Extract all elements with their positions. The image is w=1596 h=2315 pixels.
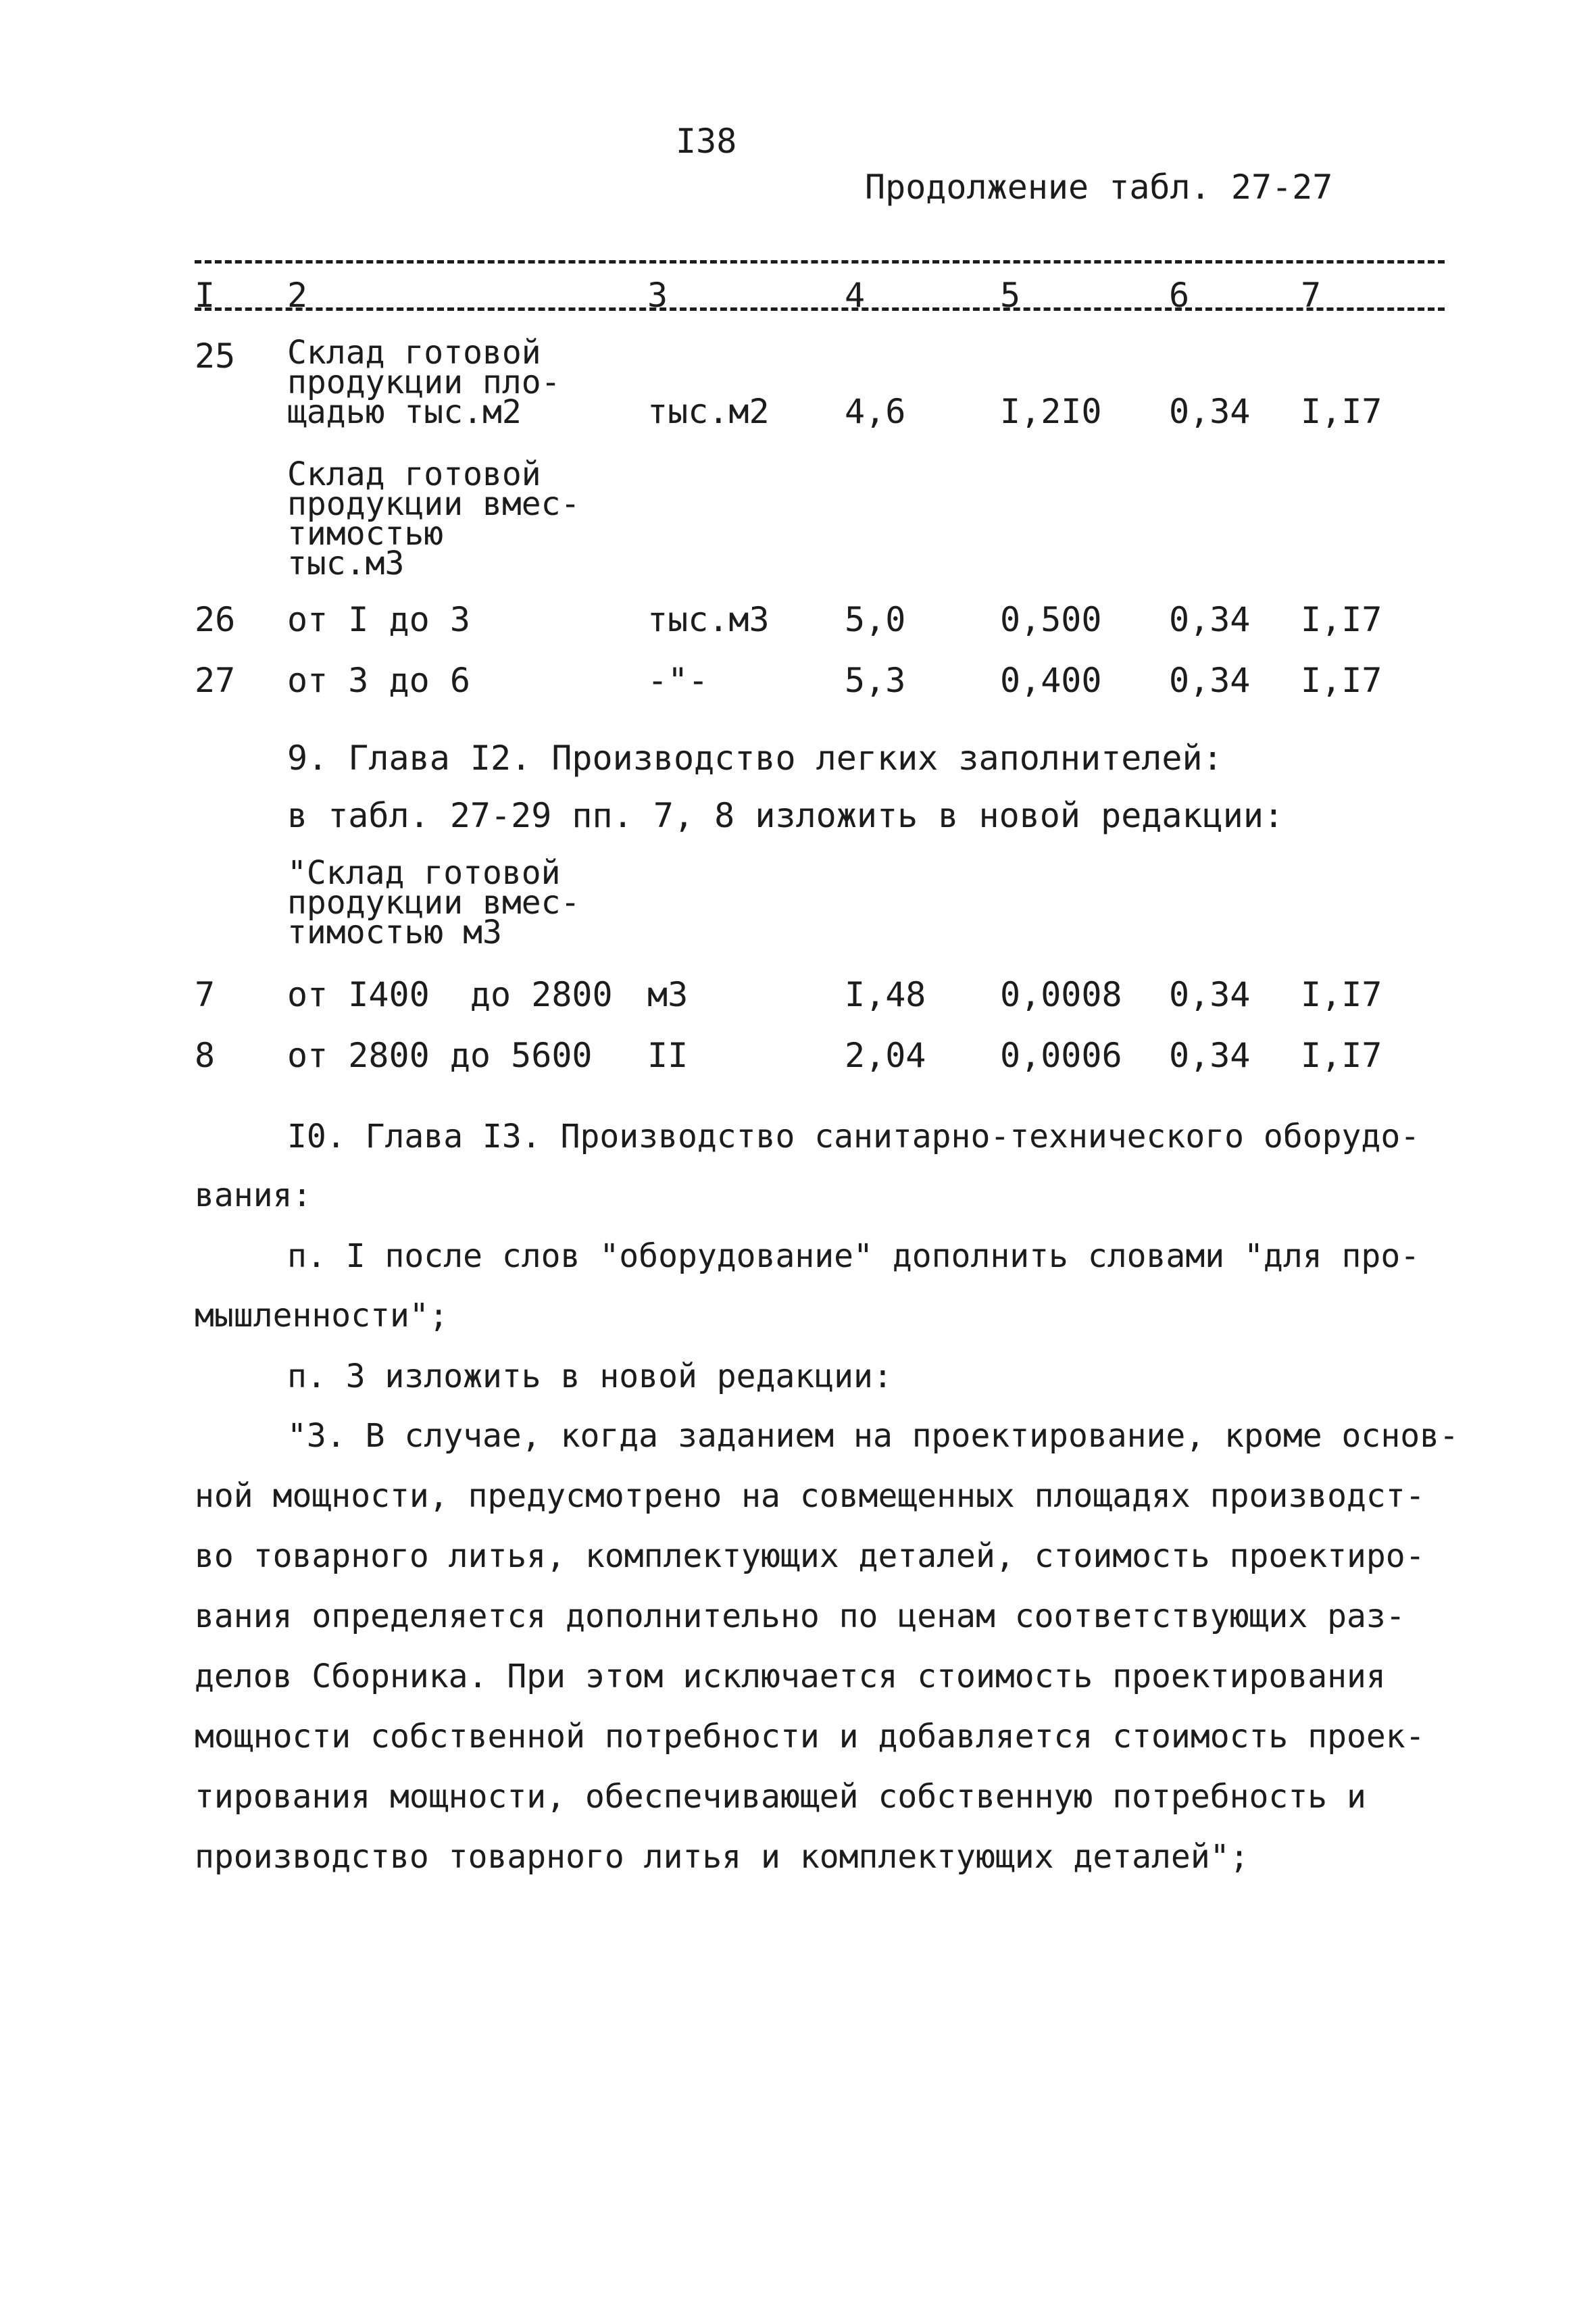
paragraph-1-line1: п. I после слов "оборудование" дополнить словами "для про-	[287, 1237, 1420, 1275]
row-7-name: от I400 до 2800	[287, 975, 613, 1014]
row-7-col6: 0,34	[1169, 975, 1251, 1014]
section-9-group-heading: "Склад готовой продукции вмес- тимостью м3	[287, 854, 580, 951]
quote-line-6: мощности собственной потребности и добавляется стоимость проек-	[195, 1718, 1425, 1756]
row-26-col4: 5,0	[845, 600, 906, 639]
row-25-number: 25	[195, 337, 236, 376]
row-7-col7: I,I7	[1301, 975, 1382, 1014]
quote-line-8: производство товарного литья и комплектующих деталей";	[195, 1838, 1249, 1876]
row-8-col6: 0,34	[1169, 1036, 1251, 1075]
column-header-7: 7	[1301, 276, 1322, 315]
row-27-col4: 5,3	[845, 661, 906, 700]
row-8-number: 8	[195, 1036, 216, 1075]
row-7-unit: м3	[647, 975, 689, 1014]
column-header-5: 5	[1000, 276, 1021, 315]
group-heading-capacity: Склад готовой продукции вмес- тимостью тыс.м3	[287, 455, 580, 582]
row-7-number: 7	[195, 975, 216, 1014]
section-10-heading-line2: вания:	[195, 1176, 312, 1214]
quote-line-3: во товарного литья, комплектующих деталей, стоимость проектиро-	[195, 1537, 1425, 1575]
column-header-2: 2	[287, 276, 308, 315]
row-27-name: от 3 до 6	[287, 661, 470, 700]
table-top-rule	[195, 260, 1445, 264]
section-10-heading-line1: I0. Глава I3. Производство санитарно-технического оборудо-	[287, 1118, 1420, 1155]
column-header-4: 4	[845, 276, 866, 315]
row-25-col7: I,I7	[1301, 392, 1382, 431]
row-7-col5: 0,0008	[1000, 975, 1122, 1014]
quote-line-5: делов Сборника. При этом исключается стоимость проектирования	[195, 1658, 1386, 1695]
quote-line-1: "3. В случае, когда заданием на проектирование, кроме основ-	[287, 1417, 1459, 1455]
page-number: I38	[676, 122, 737, 161]
row-25-col6: 0,34	[1169, 392, 1251, 431]
row-8-col5: 0,0006	[1000, 1036, 1122, 1075]
row-26-col7: I,I7	[1301, 600, 1382, 639]
row-8-name: от 2800 до 5600	[287, 1036, 593, 1075]
table-header-rule	[195, 307, 1445, 311]
row-25-col4: 4,6	[845, 392, 906, 431]
quote-line-7: тирования мощности, обеспечивающей собственную потребность и	[195, 1778, 1366, 1816]
row-8-col4: 2,04	[845, 1036, 926, 1075]
paragraph-1-line2: мышленности";	[195, 1297, 449, 1335]
row-27-number: 27	[195, 661, 236, 700]
row-27-col7: I,I7	[1301, 661, 1382, 700]
quote-line-2: ной мощности, предусмотрено на совмещенных площадях производст-	[195, 1477, 1425, 1515]
row-25-unit: тыс.м2	[647, 392, 770, 431]
row-7-col4: I,48	[845, 975, 926, 1014]
row-25-name: Склад готовой продукции пло- щадью тыс.м2	[287, 334, 561, 431]
row-27-col6: 0,34	[1169, 661, 1251, 700]
column-header-6: 6	[1169, 276, 1190, 315]
column-header-1: I	[195, 276, 216, 315]
row-26-unit: тыс.м3	[647, 600, 770, 639]
row-8-col7: I,I7	[1301, 1036, 1382, 1075]
row-26-name: от I до 3	[287, 600, 470, 639]
column-header-3: 3	[647, 276, 668, 315]
row-26-number: 26	[195, 600, 236, 639]
row-27-col5: 0,400	[1000, 661, 1102, 700]
section-9-instruction: в табл. 27-29 пп. 7, 8 изложить в новой редакции:	[287, 796, 1285, 835]
row-26-col5: 0,500	[1000, 600, 1102, 639]
table-continuation-caption: Продолжение табл. 27-27	[865, 168, 1333, 207]
row-8-unit: II	[647, 1036, 689, 1075]
paragraph-3-instruction: п. 3 изложить в новой редакции:	[287, 1358, 893, 1395]
row-26-col6: 0,34	[1169, 600, 1251, 639]
row-25-col5: I,2I0	[1000, 392, 1102, 431]
section-9-heading: 9. Глава I2. Производство легких заполнителей:	[287, 739, 1223, 778]
row-27-unit: -"-	[647, 661, 709, 700]
quote-line-4: вания определяется дополнительно по ценам соответствующих раз-	[195, 1597, 1405, 1635]
